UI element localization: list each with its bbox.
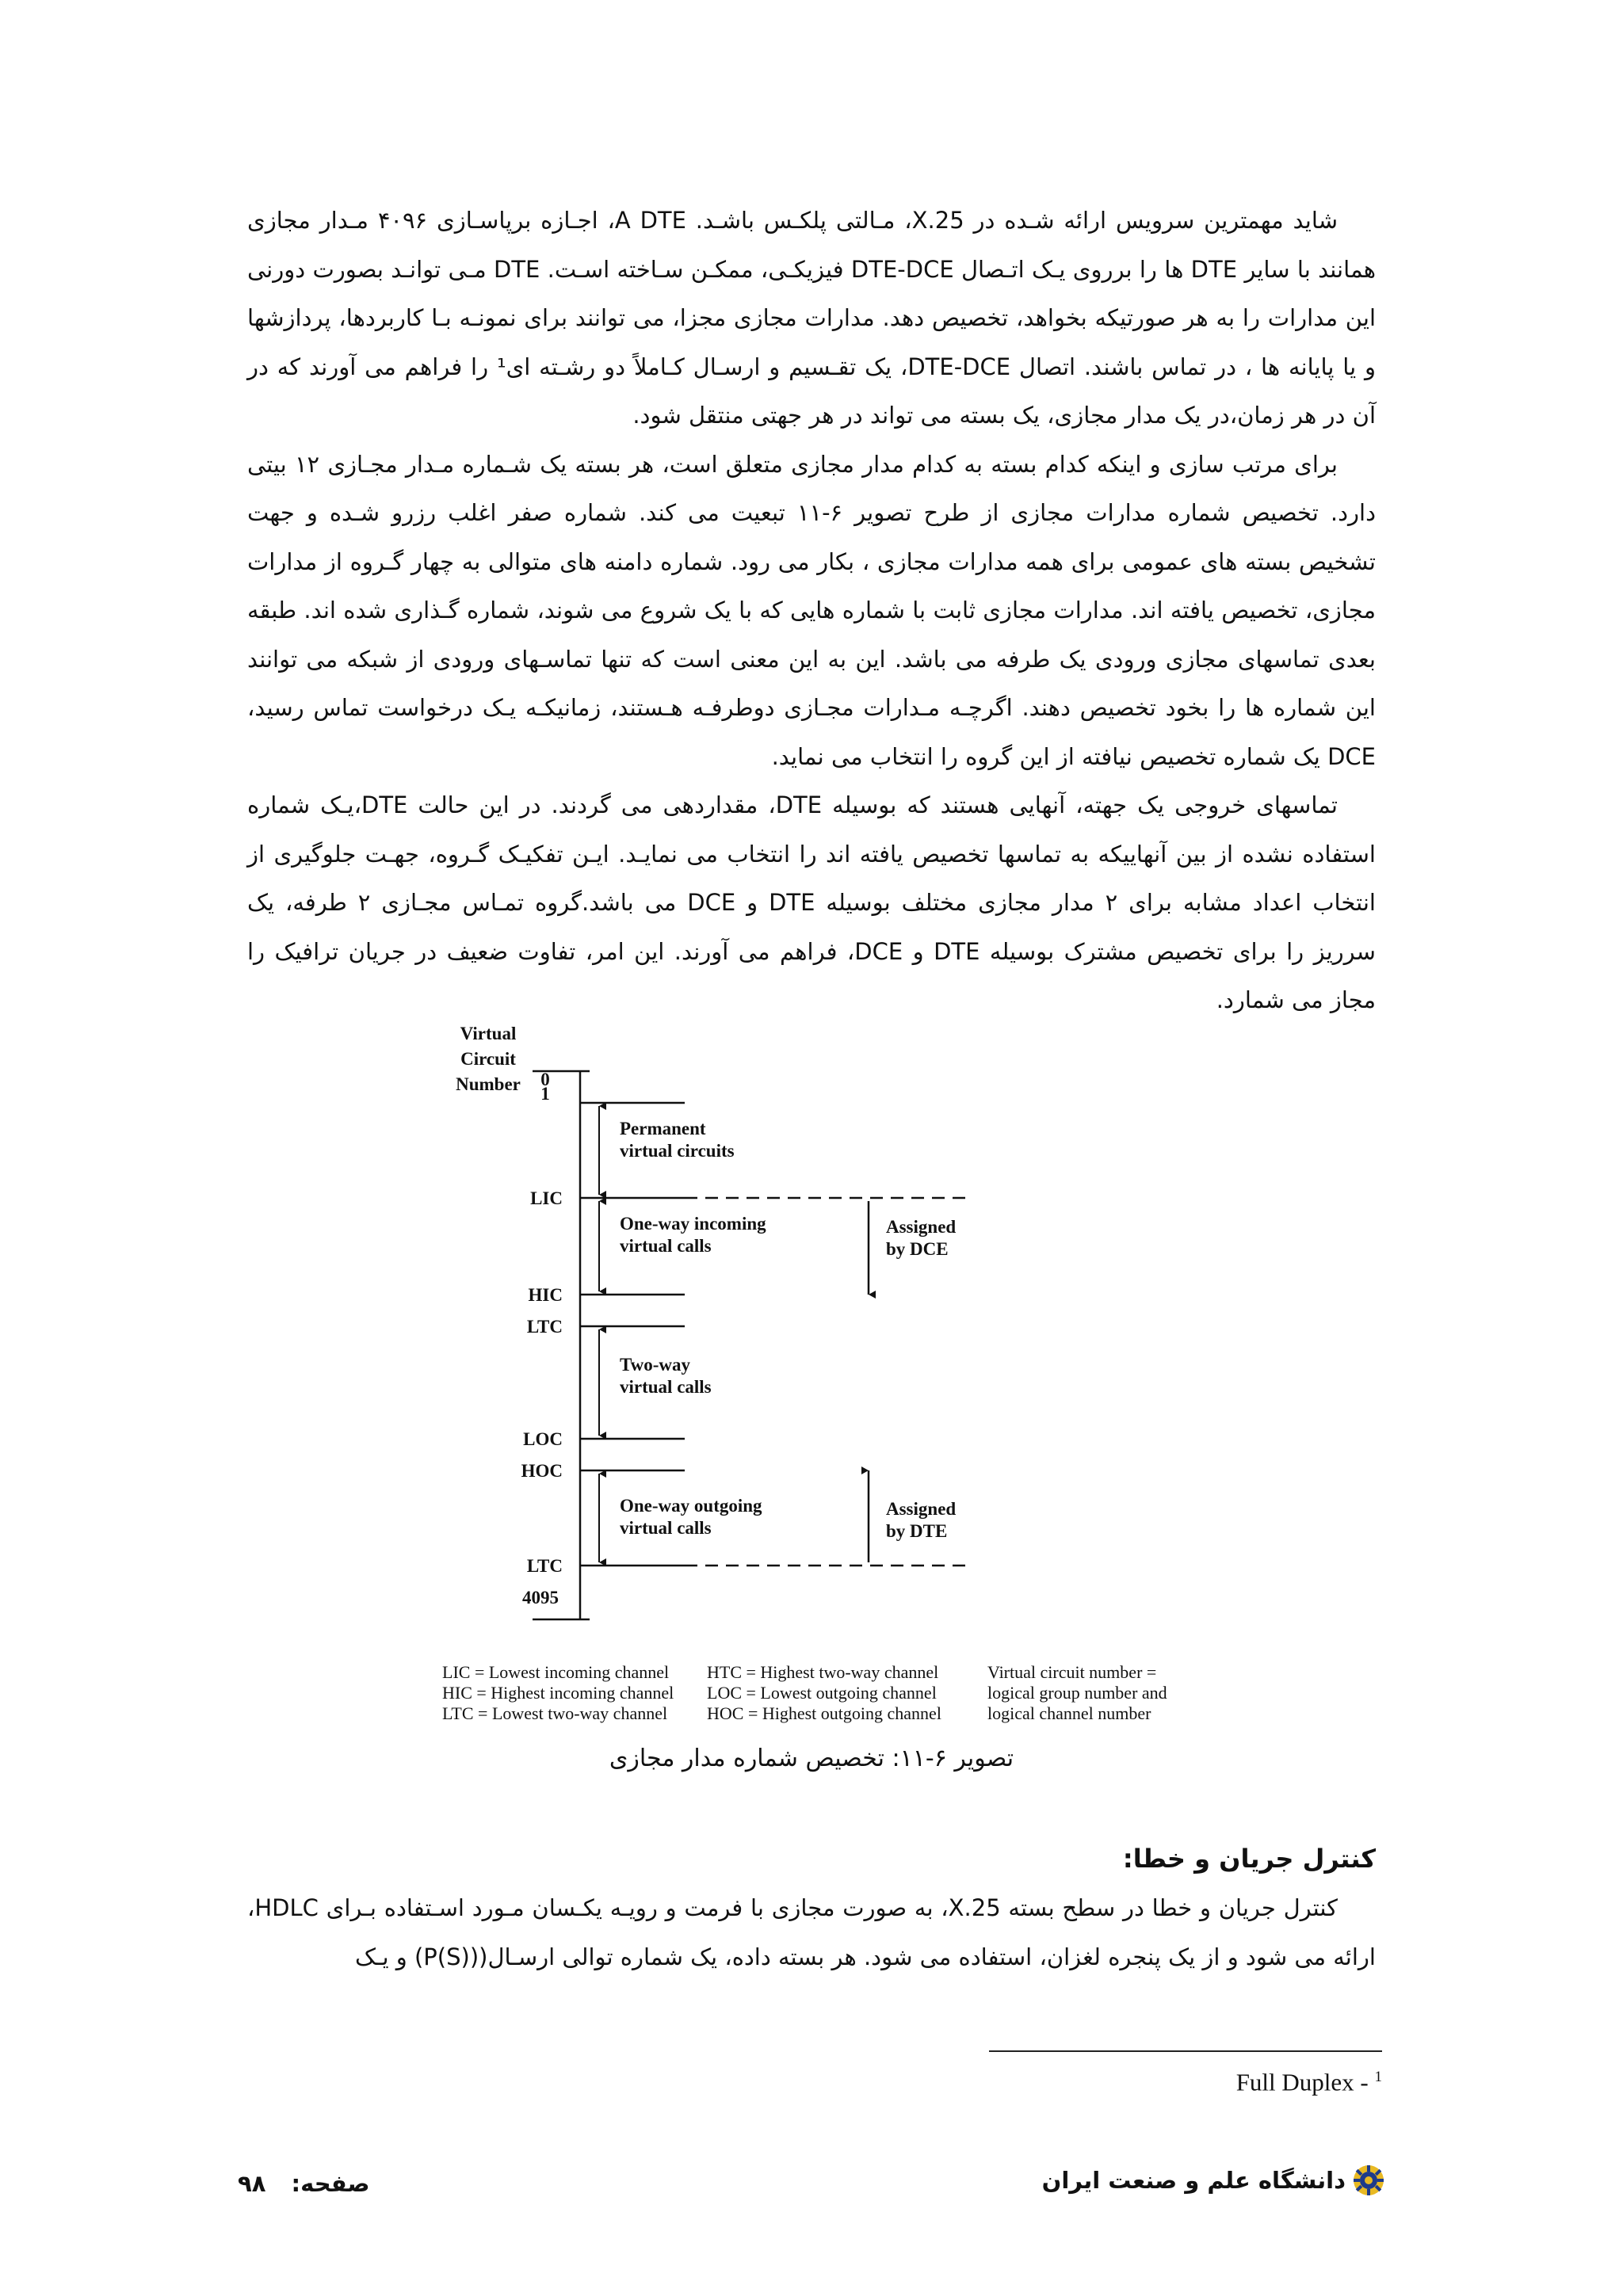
diagram-svg (437, 1016, 1198, 1760)
level-label-lic: LIC (530, 1188, 563, 1208)
section-heading: کنترل جریان و خطا: (1122, 1844, 1376, 1874)
level-label: 0 (540, 1070, 550, 1089)
legend-item: LOC = Lowest outgoing channel (707, 1683, 937, 1703)
axis-title-line: Virtual (460, 1024, 517, 1043)
page-number: ۹۸ (238, 2170, 266, 2197)
university-logo-icon (1352, 2164, 1385, 2197)
range-label-outgoing: One-way outgoing (620, 1496, 762, 1516)
footnote-text: Full Duplex - (1235, 2068, 1369, 2096)
level-label: 1 (540, 1084, 550, 1104)
footnote-divider (989, 2050, 1382, 2052)
footnote (1236, 2061, 1382, 2098)
level-label-ltc: LTC (526, 1556, 563, 1576)
level-label-loc: LOC (523, 1429, 563, 1449)
assigned-by-dte-label: Assigned (886, 1499, 957, 1519)
level-label-max: 4095 (522, 1588, 559, 1608)
legend-item: Virtual circuit number = (987, 1662, 1157, 1682)
assigned-by-dte-label: by DTE (886, 1521, 948, 1541)
figure-caption: تصویر ۶-۱۱: تخصیص شماره مدار مجازی (609, 1745, 1014, 1772)
body-text-top (247, 196, 1376, 1025)
range-label-outgoing: virtual calls (620, 1518, 712, 1538)
range-label-permanent: virtual circuits (620, 1141, 735, 1161)
legend-item: HOC = Highest outgoing channel (707, 1703, 941, 1723)
level-label-hic: HIC (528, 1285, 563, 1305)
footnote-mark: 1 (1374, 2069, 1382, 2085)
level-label-hoc: HOC (521, 1461, 563, 1481)
university-name: دانشگاه علم و صنعت ایران (1041, 2167, 1346, 2194)
footer-page-number (238, 2166, 370, 2201)
legend-item: HTC = Highest two-way channel (707, 1662, 939, 1682)
legend-item: HIC = Highest incoming channel (442, 1683, 674, 1703)
range-label-twoway: Two-way (620, 1355, 691, 1375)
axis-title-line: Number (456, 1074, 521, 1094)
level-label-ltc: LTC (526, 1317, 563, 1337)
legend-item: logical group number and (987, 1683, 1167, 1703)
body-text-bottom (247, 1884, 1376, 1981)
range-label-permanent: Permanent (620, 1119, 706, 1138)
virtual-circuit-diagram (437, 1016, 1198, 1760)
range-label-incoming: One-way incoming (620, 1214, 766, 1234)
footer-university (1042, 2163, 1385, 2198)
paragraph: تماسهای خروجی یک جهته، آنهایی هستند که بوسیله DTE، مقداردهی می گردند. در این حالت DTE،یـک شماره استفاده نشده از بین آنهاییکه به تماسها تخصیص یافته اند را انتخاب می نمایـد. ایـن تفکیـک گـروه، جهـت جلوگیری از انتخاب اعداد مشابه برای ۲ مدار مجازی مختلف بوسیله DTE و DCE می باشد.گروه تمـاس مجـازی ۲ طرفه، یک سرریز را برای تخصیص مشترک بوسیله DTE و DCE، فراهم می آورند. این امر، تفاوت ضعیف در جریان ترافیک را مجاز می شمارد. (247, 791, 1376, 1013)
paragraph: شاید مهمترین سرویس ارائه شـده در X.25، مـالتی پلکـس باشـد. A DTE، اجـازه برپاسـازی ۴۰۹۶ مـدار مجازی همانند با سایر DTE ها را برروی یـک اتـصال DTE-DCE فیزیکـی، ممکـن سـاخته اسـت. DTE مـی توانـد بصورت دورنی این مدارات را به هر صورتیکه بخواهد، تخصیص دهد. مدارات مجازی مجزا، می توانند برای نمونـه بـا کاربردها، پردازشها و یا پایانه ها ، در تماس باشند. اتصال DTE-DCE، یک تقـسیم و ارسـال کـاملاً دو رشـته ای¹ را فراهم می آورند که در آن در هر زمان،در یک مدار مجازی، یک بسته می تواند در هر جهتی منتقل شود. (247, 207, 1377, 429)
legend-item: LIC = Lowest incoming channel (442, 1662, 670, 1682)
assigned-by-dce-label: Assigned (886, 1217, 957, 1237)
legend-item: logical channel number (987, 1703, 1151, 1723)
assigned-by-dce-label: by DCE (886, 1239, 949, 1259)
legend-item: LTC = Lowest two-way channel (442, 1703, 668, 1723)
range-label-incoming: virtual calls (620, 1236, 712, 1256)
paragraph: کنترل جریان و خطا در سطح بسته X.25، به صورت مجازی با فرمت و رویـه یکـسان مـورد اسـتفاده بـرای HDLC، ارائه می شود و از یک پنجره لغزان، استفاده می شود. هر بسته داده، یک شماره توالی ارسـال((P(S)) و یـک (247, 1894, 1376, 1970)
range-label-twoway: virtual calls (620, 1377, 712, 1397)
paragraph: برای مرتب سازی و اینکه کدام بسته به کدام مدار مجازی متعلق است، هر بسته یک شـماره مـدار مجـازی ۱۲ بیتی دارد. تخصیص شماره مدارات مجازی از طرح تصویر ۶-۱۱ تبعیت می کند. شماره صفر اغلب رزرو شـده و جهت تشخیص بسته های عمومی برای همه مدارات مجازی ، بکار می رود. شماره دامنه های متوالی به چهار گـروه از مدارات مجازی، تخصیص یافته اند. مدارات مجازی ثابت با شماره هایی که با یک شروع می شوند، شماره گـذاری شده اند. طبقه بعدی تماسهای مجازی ورودی یک طرفه می باشد. این به این معنی است که تنها تماسـهای ورودی از شبکه می توانند این شماره ها را بخود تخصیص دهند. اگرچـه مـدارات مجـازی دوطرفـه هـستند، زمانیکـه یـک درخواست تماس رسید، DCE یک شماره تخصیص نیافته از این گروه را انتخاب می نماید. (247, 450, 1377, 770)
page-label: صفحه: (291, 2170, 370, 2197)
axis-title-line: Circuit (460, 1049, 516, 1069)
